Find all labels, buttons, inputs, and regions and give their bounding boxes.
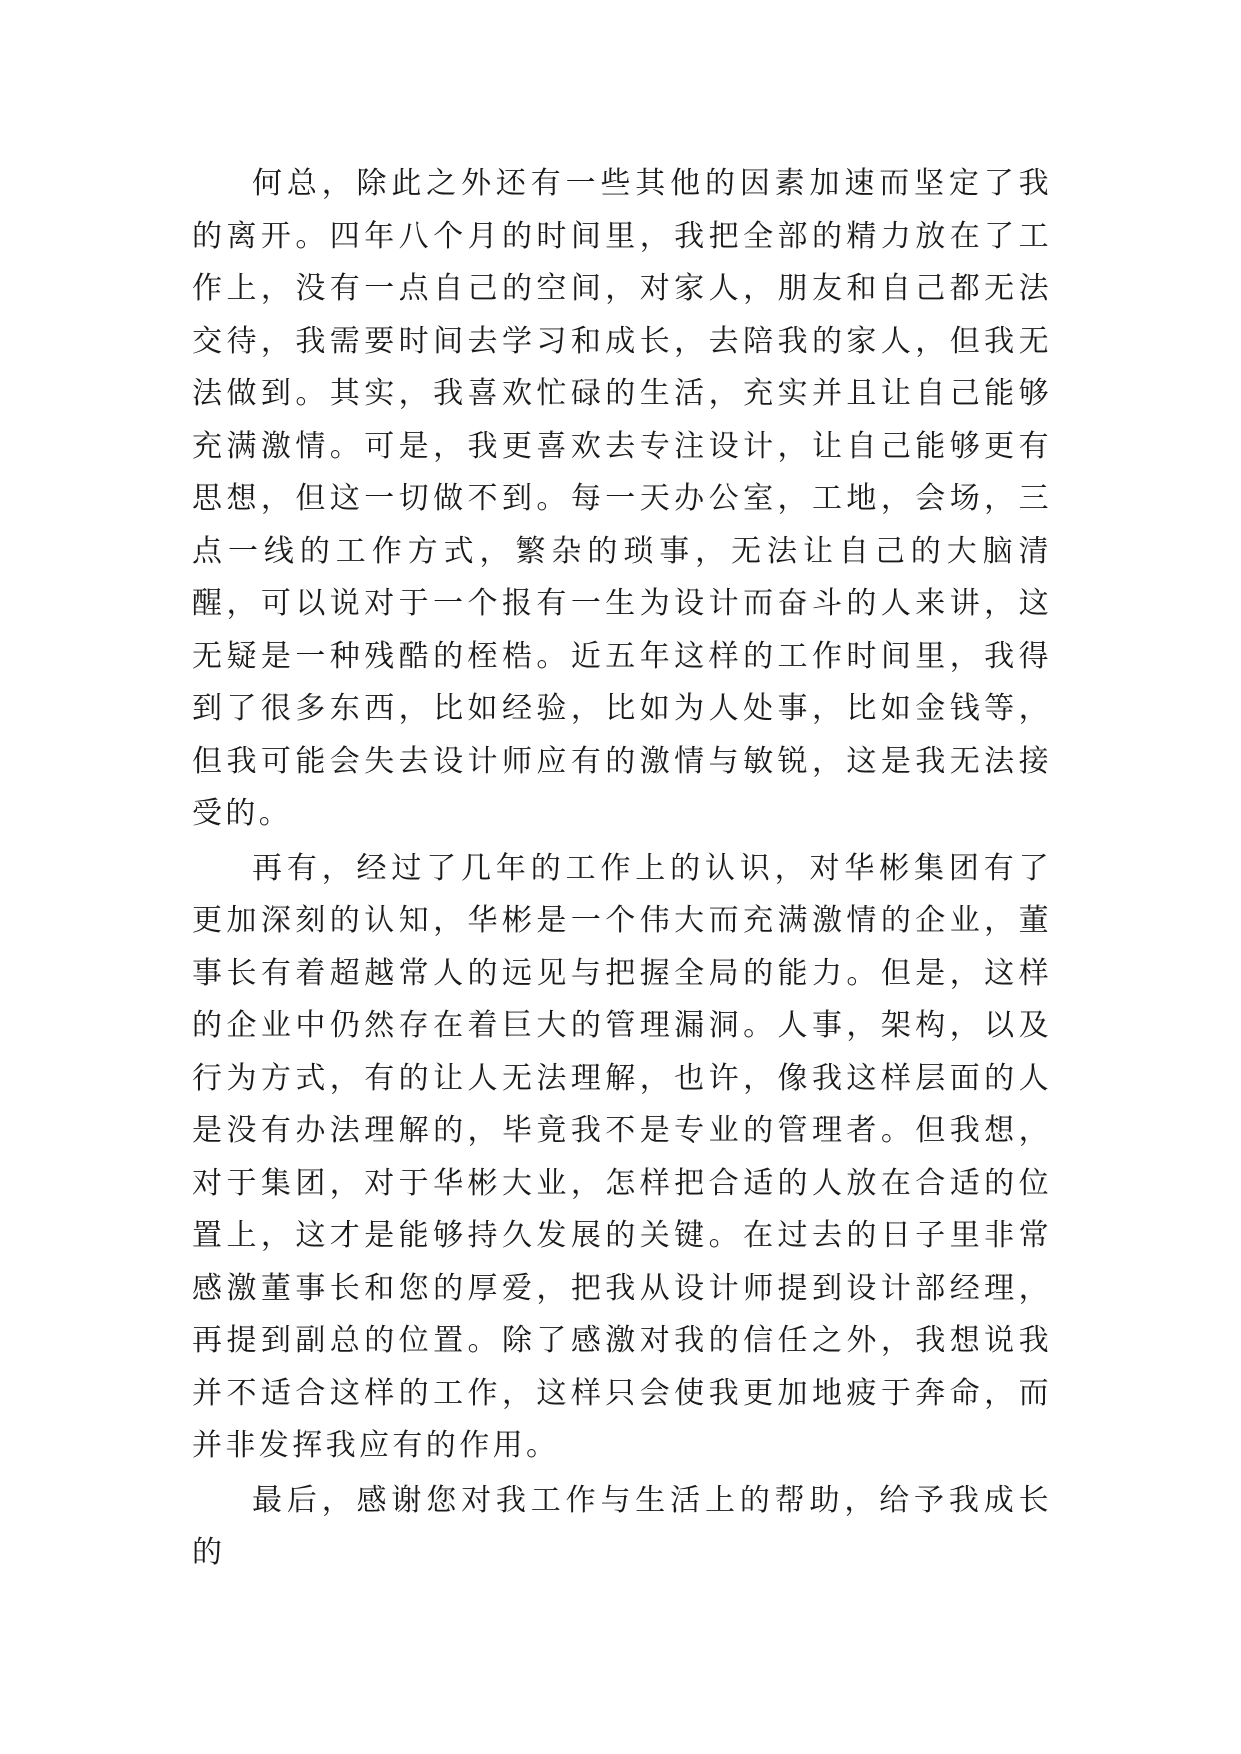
- letter-body: [192, 158, 1052, 1582]
- paragraph-3: 最后，感谢您对我工作与生活上的帮助，给予我成长的: [192, 1482, 1052, 1570]
- paragraph-2: 再有，经过了几年的工作上的认识，对华彬集团有了更加深刻的认知，华彬是一个伟大而充满激情的企业，董事长有着超越常人的远见与把握全局的能力。但是，这样的企业中仍然存在着巨大的管理漏洞。人事，架构，以及行为方式，有的让人无法理解，也许，像我这样层面的人是没有办法理解的，毕竟我不是专业的管理者。但我想，对于集团，对于华彬大业，怎样把合适的人放在合适的位置上，这才是能够持久发展的关键。在过去的日子里非常感激董事长和您的厚爱，把我从设计师提到设计部经理，再提到副总的位置。除了感激对我的信任之外，我想说我并不适合这样的工作，这样只会使我更加地疲于奔命，而并非发挥我应有的作用。: [192, 850, 1052, 1463]
- paragraph-1: 何总，除此之外还有一些其他的因素加速而坚定了我的离开。四年八个月的时间里，我把全部的精力放在了工作上，没有一点自己的空间，对家人，朋友和自己都无法交待，我需要时间去学习和成长，去陪我的家人，但我无法做到。其实，我喜欢忙碌的生活，充实并且让自己能够充满激情。可是，我更喜欢去专注设计，让自己能够更有思想，但这一切做不到。每一天办公室，工地，会场，三点一线的工作方式，繁杂的琐事，无法让自己的大脑清醒，可以说对于一个报有一生为设计而奋斗的人来讲，这无疑是一种残酷的桎梏。近五年这样的工作时间里，我得到了很多东西，比如经验，比如为人处事，比如金钱等，但我可能会失去设计师应有的激情与敏锐，这是我无法接受的。: [192, 166, 1052, 831]
